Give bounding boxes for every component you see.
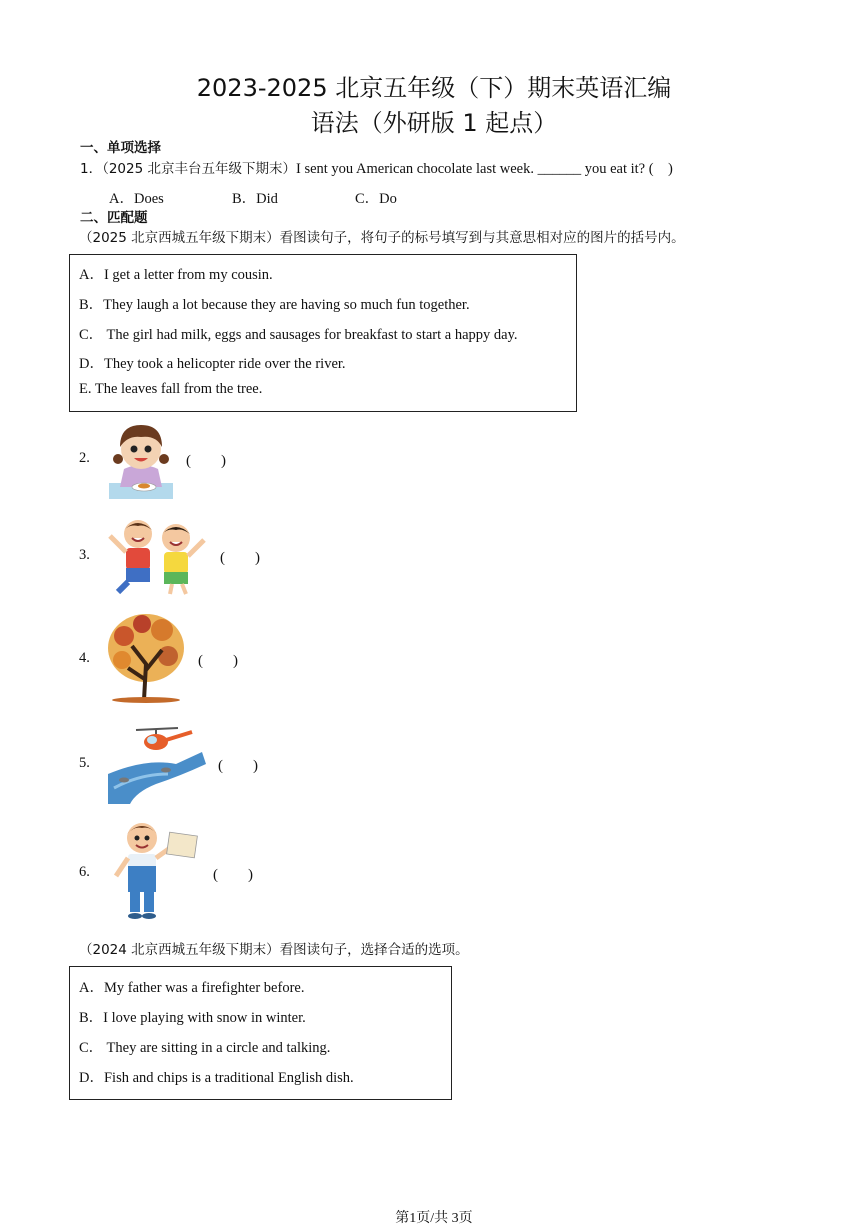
section-heading-single-choice: 一、单项选择 [80, 140, 161, 156]
item-3-answer-blank[interactable]: ( ) [220, 550, 260, 566]
item-2-answer-blank[interactable]: ( ) [186, 453, 226, 469]
sentence-e: E. The leaves fall from the tree. [79, 381, 263, 397]
matching-instruction: （2025 北京西城五年级下期末）看图读句子，将句子的标号填写到与其意思相对应的图片的括号内。 [79, 230, 685, 246]
section-heading-matching: 二、匹配题 [80, 210, 148, 226]
boy-letter-icon [108, 818, 200, 922]
option-b: B．Did [232, 191, 278, 207]
kids-laughing-icon [106, 514, 208, 596]
sentence-b: B．They laugh a lot because they are having so much fun together. [79, 297, 470, 313]
matching-instruction-2: （2024 北京西城五年级下期末）看图读句子，选择合适的选项。 [79, 942, 469, 958]
girl-breakfast-icon [106, 417, 176, 501]
helicopter-river-icon [106, 718, 206, 804]
sentence-2-a: A．My father was a firefighter before. [79, 980, 305, 996]
question-1-text: I sent you American chocolate last week. ______ you eat it? ( ) [296, 161, 673, 177]
autumn-tree-icon [102, 610, 188, 704]
item-3-number: 3. [79, 547, 90, 563]
sentence-2-d: D．Fish and chips is a traditional English dish. [79, 1070, 354, 1086]
question-1-source: 1．（2025 北京丰台五年级下期末） [80, 161, 296, 177]
sentence-2-b: B．I love playing with snow in winter. [79, 1010, 306, 1026]
item-5-number: 5. [79, 755, 90, 771]
item-6-number: 6. [79, 864, 90, 880]
sentence-c: C． The girl had milk, eggs and sausages for breakfast to start a happy day. [79, 327, 518, 343]
item-2-number: 2. [79, 450, 90, 466]
page-title: 2023-2025 北京五年级（下）期末英语汇编 [196, 74, 672, 102]
option-a: A．Does [109, 191, 164, 207]
page-footer: 第1页/共 3页 [395, 1211, 473, 1226]
sentence-a: A．I get a letter from my cousin. [79, 267, 273, 283]
option-c: C．Do [355, 191, 397, 207]
question-1 [80, 157, 673, 178]
sentence-d: D．They took a helicopter ride over the river. [79, 356, 346, 372]
item-6-answer-blank[interactable]: ( ) [213, 867, 253, 883]
item-4-answer-blank[interactable]: ( ) [198, 653, 238, 669]
sentence-2-c: C． They are sitting in a circle and talking. [79, 1040, 331, 1056]
item-5-answer-blank[interactable]: ( ) [218, 758, 258, 774]
sentence-box-2 [69, 966, 452, 1100]
sentence-box [69, 254, 577, 412]
page-subtitle: 语法（外研版 1 起点） [310, 109, 558, 137]
item-4-number: 4. [79, 650, 90, 666]
